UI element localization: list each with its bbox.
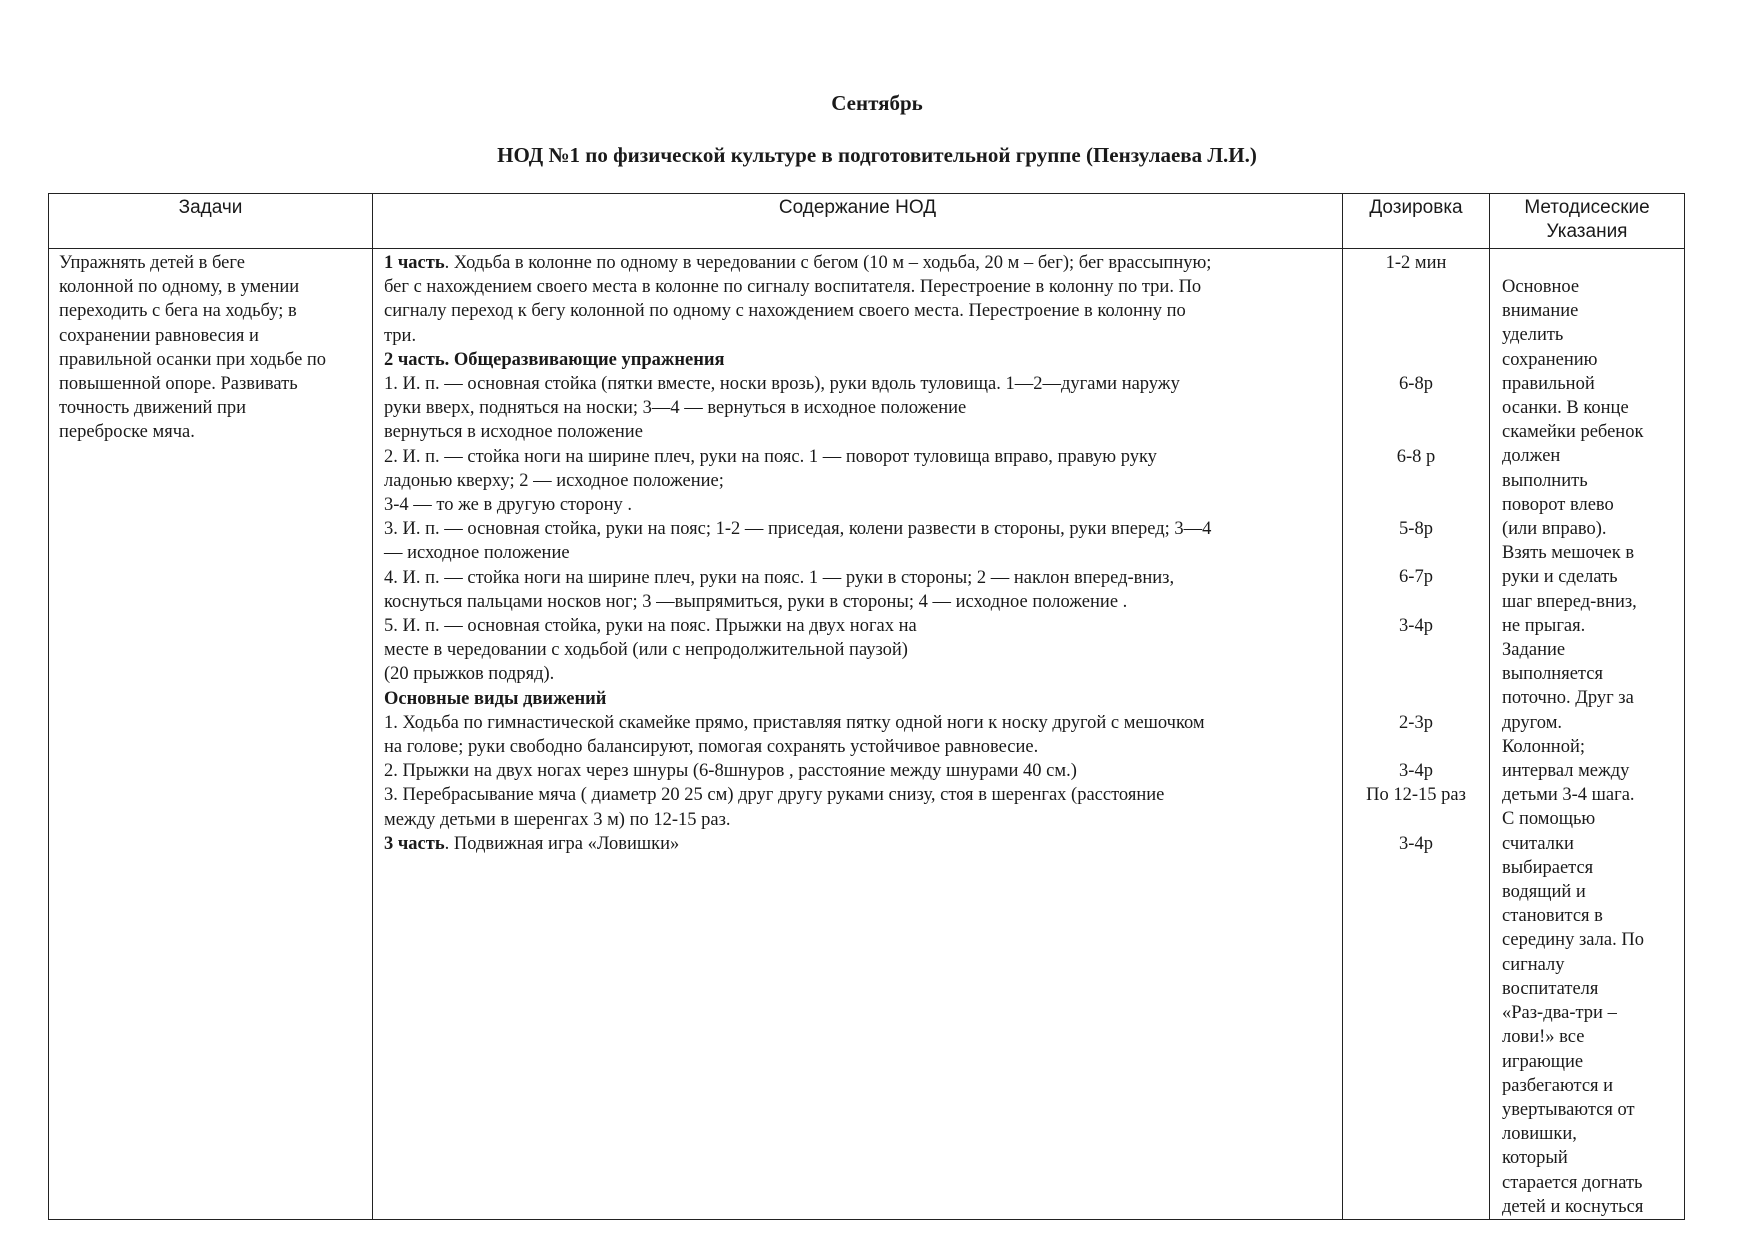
header-notes	[1490, 194, 1685, 249]
notes-line: детьми 3-4 шага.	[1502, 785, 1635, 806]
tasks-cell	[49, 249, 373, 1220]
tasks-line: переброске мяча.	[59, 422, 195, 443]
notes-line: сохранению	[1502, 349, 1598, 370]
notes-line: считалки	[1502, 833, 1574, 854]
notes-line: детей и коснуться	[1502, 1196, 1644, 1217]
page-subtitle: НОД №1 по физической культуре в подготовительной группе (Пензулаева Л.И.)	[497, 143, 1257, 167]
notes-line: интервал между	[1502, 761, 1630, 782]
dosage-value: 6-7р	[1399, 567, 1433, 588]
exercise-4-line-1: 4. И. п. — стойка ноги на ширине плеч, руки на пояс. 1 — руки в стороны; 2 — наклон вперед-вниз,	[384, 567, 1175, 588]
notes-line: выполнить	[1502, 470, 1588, 491]
tasks-line: сохранении равновесия и	[59, 325, 259, 346]
notes-line: (или вправо).	[1502, 519, 1607, 540]
dosage-value: 3-4р	[1399, 615, 1433, 636]
tasks-line: повышенной опоре. Развивать	[59, 374, 298, 395]
dosage-value: 6-8р	[1399, 373, 1433, 394]
notes-line: Основное	[1502, 277, 1580, 297]
dosage-spacer	[1343, 638, 1489, 662]
notes-line: осанки. В конце	[1502, 398, 1629, 419]
dosage-value: 3-4р	[1399, 833, 1433, 854]
dosage-value: 6-8 р	[1396, 446, 1436, 467]
header-notes-line-1: Методисеские	[1524, 197, 1650, 218]
dosage-spacer	[1343, 590, 1489, 614]
notes-line: внимание	[1502, 301, 1579, 322]
notes-line: правильной	[1502, 373, 1595, 394]
dosage-spacer	[1343, 686, 1489, 710]
notes-line: разбегаются и	[1502, 1075, 1614, 1096]
part3-label: 3 часть	[384, 833, 445, 854]
tasks-line: точность движений при	[59, 398, 247, 419]
exercise-2-line-1: 2. И. п. — стойка ноги на ширине плеч, руки на пояс. 1 — поворот туловища вправо, правую руку	[384, 446, 1157, 467]
part1-line-4: три.	[384, 325, 417, 346]
notes-cell	[1490, 249, 1685, 1220]
tasks-line: Упражнять детей в беге	[59, 253, 245, 273]
header-notes-line-2: Указания	[1546, 221, 1628, 242]
dosage-spacer	[1343, 420, 1489, 444]
movement-1-line-2: на голове; руки свободно балансируют, помогая сохранять устойчивое равновесие.	[384, 737, 1039, 758]
exercise-1-line-2: руки вверх, подняться на носки; 3—4 — вернуться в исходное положение	[384, 398, 967, 419]
notes-line: другом.	[1502, 712, 1563, 733]
exercise-2-line-2: ладонью кверху; 2 — исходное положение;	[384, 470, 724, 491]
notes-line: лови!» все	[1502, 1027, 1585, 1048]
dosage-spacer	[1343, 541, 1489, 565]
exercise-5-line-1: 5. И. п. — основная стойка, руки на пояс. Прыжки на двух ногах на	[384, 616, 917, 637]
dosage-value: 2-3р	[1399, 712, 1433, 733]
page-title: Сентябрь	[831, 91, 923, 115]
notes-line: старается догнать	[1502, 1172, 1643, 1193]
exercise-3-line-2: — исходное положение	[384, 543, 570, 564]
exercise-1-line-1: 1. И. п. — основная стойка (пятки вместе, носки врозь), руки вдоль туловища. 1—2—дугами наружу	[384, 374, 1180, 395]
notes-line: «Раз-два-три –	[1502, 1003, 1617, 1024]
notes-line: выбирается	[1502, 857, 1594, 878]
dosage-spacer	[1343, 469, 1489, 493]
dosage-value: 3-4р	[1399, 760, 1433, 781]
part3-text: . Подвижная игра «Ловишки»	[444, 833, 680, 854]
notes-line: С помощью	[1502, 809, 1596, 830]
dosage-spacer	[1343, 348, 1489, 372]
exercise-5-line-2: месте в чередовании с ходьбой (или с непродолжительной паузой)	[384, 640, 908, 661]
dosage-value: 5-8р	[1399, 519, 1433, 540]
exercise-5-line-3: (20 прыжков подряд).	[384, 664, 555, 685]
part1-line-1	[384, 251, 1334, 275]
notes-line: выполняется	[1502, 664, 1603, 685]
notes-line: Задание	[1502, 640, 1566, 661]
dosage-value: 1-2 мин	[1385, 253, 1447, 273]
notes-line: Взять мешочек в	[1502, 543, 1635, 564]
notes-line: играющие	[1502, 1051, 1584, 1072]
notes-line: Колонной;	[1502, 736, 1585, 757]
header-content: Содержание НОД	[373, 194, 1343, 249]
movement-2-line-1: 2. Прыжки на двух ногах через шнуры (6-8шнуров , расстояние между шнурами 40 см.)	[384, 761, 1077, 782]
dosage-spacer	[1343, 662, 1489, 686]
dosage-spacer	[1343, 275, 1489, 299]
notes-line: увертываются от	[1502, 1099, 1635, 1120]
tasks-line: правильной осанки при ходьбе по	[59, 349, 327, 370]
notes-line: становится в	[1502, 906, 1603, 927]
part1-line-3: сигналу переход к бегу колонной по одному с нахождением своего места. Перестроение в колонну по	[384, 301, 1186, 322]
notes-line: ловишки,	[1502, 1124, 1577, 1145]
movement-1-line-1: 1. Ходьба по гимнастической скамейке прямо, приставляя пятку одной ноги к носку другой с мешочком	[384, 712, 1205, 733]
notes-line: уделить	[1502, 325, 1564, 346]
table-header-row	[49, 194, 1685, 249]
dosage-spacer	[1343, 324, 1489, 348]
notes-line: который	[1502, 1148, 1568, 1169]
header-dosage: Дозировка	[1343, 194, 1490, 249]
dosage-spacer	[1343, 735, 1489, 759]
notes-line: водящий и	[1502, 882, 1586, 903]
movement-3-line-2: между детьми в шеренгах 3 м) по 12-15 раз.	[384, 809, 731, 830]
dosage-cell	[1343, 249, 1490, 1220]
notes-line: руки и сделать	[1502, 567, 1618, 588]
content-cell	[373, 249, 1343, 1220]
header-tasks: Задачи	[49, 194, 373, 249]
notes-line: середину зала. По	[1502, 930, 1644, 951]
exercise-1-line-3: вернуться в исходное положение	[384, 422, 643, 443]
dosage-spacer	[1343, 493, 1489, 517]
part2-heading: 2 часть. Общеразвивающие упражнения	[384, 349, 725, 370]
notes-line: не прыгая.	[1502, 615, 1586, 636]
exercise-3-line-1: 3. И. п. — основная стойка, руки на пояс; 1-2 — приседая, колени развести в стороны, руки вперед; 3—4	[384, 519, 1212, 540]
dosage-spacer	[1343, 299, 1489, 323]
tasks-line: колонной по одному, в умении	[59, 277, 300, 298]
exercise-4-line-2: коснуться пальцами носков ног; 3 —выпрямиться, руки в стороны; 4 — исходное положение .	[384, 591, 1128, 612]
dosage-spacer	[1343, 807, 1489, 831]
notes-line: поворот влево	[1502, 494, 1614, 515]
notes-line: скамейки ребенок	[1502, 422, 1644, 443]
part1-label: 1 часть	[384, 253, 445, 273]
part1-text: . Ходьба в колонне по одному в чередовании с бегом (10 м – ходьба, 20 м – бег); бег врассыпную;	[444, 253, 1212, 273]
lesson-plan-table	[48, 193, 1685, 1220]
notes-line: поточно. Друг за	[1502, 688, 1634, 709]
part1-line-2: бег с нахождением своего места в колонне по сигналу воспитателя. Перестроение в колонну по три. По	[384, 277, 1202, 298]
notes-line: воспитателя	[1502, 978, 1599, 999]
main-movements-heading: Основные виды движений	[384, 688, 607, 709]
exercise-2-line-3: 3-4 — то же в другую сторону .	[384, 495, 633, 516]
notes-line: шаг вперед-вниз,	[1502, 591, 1637, 612]
dosage-value: По 12-15 раз	[1366, 785, 1466, 806]
dosage-spacer	[1343, 396, 1489, 420]
tasks-line: переходить с бега на ходьбу; в	[59, 301, 297, 322]
movement-3-line-1: 3. Перебрасывание мяча ( диаметр 20 25 см) друг другу руками снизу, стоя в шеренгах (расстояние	[384, 785, 1165, 806]
notes-line: сигналу	[1502, 954, 1565, 975]
notes-line: должен	[1502, 446, 1561, 467]
part3-line	[384, 832, 1334, 856]
table-body-row	[49, 249, 1685, 1220]
